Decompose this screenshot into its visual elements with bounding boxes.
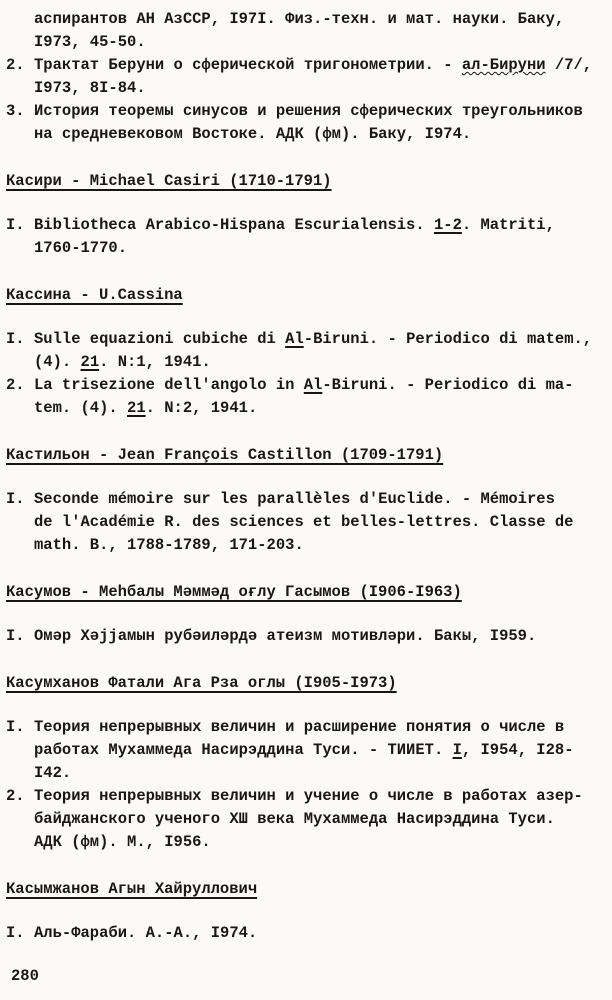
underlined-text: 21 (80, 353, 100, 371)
entry-number (6, 8, 34, 54)
entry-line (34, 716, 610, 739)
text-run: Теория непрерывных величин и учение о числе в работах азер- (34, 787, 583, 805)
author-heading-text: Касымжанов Агын Хайруллович (6, 880, 258, 898)
author-heading (6, 672, 610, 695)
text-run: tem. (4). (34, 399, 128, 417)
entry-line (34, 100, 610, 123)
text-run: 1760-1770. (34, 239, 128, 257)
text-run: I42. (34, 764, 72, 782)
entry-number: I. (6, 924, 25, 942)
text-run: I973, 8I-84. (34, 79, 146, 97)
entry-line (34, 8, 610, 31)
entry-body (34, 214, 610, 260)
entry-body (34, 785, 610, 854)
author-heading (6, 284, 610, 307)
bibliography-sections (6, 8, 610, 945)
author-heading (6, 170, 610, 193)
bibliography-entry (6, 214, 610, 260)
underlined-text: I (452, 741, 462, 759)
entry-number: I. (6, 490, 25, 508)
entry-line (34, 762, 610, 785)
underlined-text: ал-Бируни (461, 56, 546, 74)
text-run: -Biruni. - Periodico di matem., (303, 330, 593, 348)
entry-body (34, 328, 610, 374)
bibliography-entry (6, 100, 610, 146)
author-heading-text: Касумханов Фатали Ага Рза оглы (I905-I973) (6, 674, 397, 692)
bibliography-section (6, 8, 610, 146)
entry-line (34, 328, 610, 351)
text-run: La trisezione dell'angolo in (34, 376, 304, 394)
entry-number: 3. (6, 102, 25, 120)
text-run: , I954, I28- (461, 741, 574, 759)
entry-body (34, 54, 610, 100)
bibliography-entry (6, 716, 610, 785)
entry-line (34, 237, 610, 260)
bibliography-section (6, 672, 610, 854)
text-run: de l'Académie R. des sciences et belles-lettres. Classe de (34, 513, 574, 531)
bibliography-entry (6, 8, 610, 54)
author-heading-text: Касумов - Меһбалы Мәммәд оғлу Гасымов (I906-I963) (6, 583, 462, 601)
text-run: Аль-Фараби. А.-А., I974. (34, 924, 258, 942)
underlined-text: Al (303, 376, 323, 394)
entry-line (34, 625, 610, 648)
entry-number: 2. (6, 376, 25, 394)
entry-body (34, 488, 610, 557)
entry-body (34, 8, 610, 54)
text-run: (4). (34, 353, 81, 371)
entry-number: I. (6, 627, 25, 645)
entry-line (34, 397, 610, 420)
entry-body (34, 716, 610, 785)
author-heading (6, 444, 610, 467)
text-run: Трактат Беруни о сферической тригонометрии. - (34, 56, 462, 74)
text-run: Bibliotheca Arabico-Hispana Escurialensis. (34, 216, 434, 234)
entry-line (34, 77, 610, 100)
bibliography-section (6, 444, 610, 557)
entry-number: I. (6, 216, 25, 234)
underlined-text: 21 (127, 399, 146, 417)
entry-body (34, 625, 610, 648)
entry-line (34, 31, 610, 54)
entry-line (34, 739, 610, 762)
entry-number: I. (6, 330, 25, 348)
entry-line (34, 123, 610, 146)
entry-line (34, 534, 610, 557)
bibliography-entry (6, 625, 610, 648)
author-heading-text: Касири - Michael Casiri (1710-1791) (6, 172, 332, 190)
entry-line (34, 922, 610, 945)
bibliography-section (6, 170, 610, 260)
bibliography-entry (6, 374, 610, 420)
text-run: -Biruni. - Periodico di ma- (322, 376, 574, 394)
entry-number: 2. (6, 787, 25, 805)
text-run: байджанского ученого ХШ века Мухаммеда Насирэддина Туси. (34, 810, 555, 828)
text-run: . Matriti, (461, 216, 555, 234)
entry-line (34, 785, 610, 808)
text-run: I973, 45-50. (34, 33, 146, 51)
text-run: на средневековом Востоке. АДК (фм). Баку, I974. (34, 125, 472, 143)
entry-line (34, 374, 610, 397)
entry-number: 2. (6, 56, 25, 74)
bibliography-entry (6, 328, 610, 374)
bibliography-section (6, 878, 610, 945)
text-run: АДК (фм). М., I956. (34, 833, 211, 851)
text-run: Омәр Хәjjамын рубәиләрдә атеизм мотивләри. Бакы, I959. (34, 627, 537, 645)
entry-line (34, 831, 610, 854)
text-run: История теоремы синусов и решения сферических треугольников (34, 102, 583, 120)
entry-line (34, 488, 610, 511)
entry-body (34, 100, 610, 146)
author-heading-text: Кассина - U.Cassina (6, 286, 183, 304)
bibliography-entry (6, 488, 610, 557)
text-run: Sulle equazioni cubiche di (34, 330, 286, 348)
text-run: . N:1, 1941. (99, 353, 211, 371)
author-heading (6, 878, 610, 901)
entry-body (34, 374, 610, 420)
author-heading (6, 581, 610, 604)
author-heading-text: Кастильон - Jean François Castillon (1709-1791) (6, 446, 444, 464)
text-run: /7/, (545, 56, 593, 74)
bibliography-entry (6, 54, 610, 100)
text-run: Seconde mémoire sur les parallèles d'Euclide. - Mémoires (34, 490, 555, 508)
text-run: math. B., 1788-1789, 171-203. (34, 536, 304, 554)
entry-line (34, 54, 610, 77)
entry-line (34, 351, 610, 374)
entry-line (34, 511, 610, 534)
entry-line (34, 808, 610, 831)
underlined-text: Al (285, 330, 304, 348)
bibliography-section (6, 581, 610, 648)
bibliography-section (6, 284, 610, 420)
entry-body (34, 922, 610, 945)
bibliography-entry (6, 922, 610, 945)
page-number: 280 (11, 967, 39, 985)
text-run: Теория непрерывных величин и расширение понятия о числе в (34, 718, 565, 736)
entry-line (34, 214, 610, 237)
text-run: . N:2, 1941. (145, 399, 258, 417)
text-run: работах Мухаммеда Насирэддина Туси. - ТИИЕТ. (34, 741, 453, 759)
underlined-text: 1-2 (433, 216, 462, 234)
text-run: аспирантов АН АзССР, I97I. Физ.-техн. и мат. науки. Баку, (34, 10, 565, 28)
entry-number: I. (6, 718, 25, 736)
bibliography-entry (6, 785, 610, 854)
